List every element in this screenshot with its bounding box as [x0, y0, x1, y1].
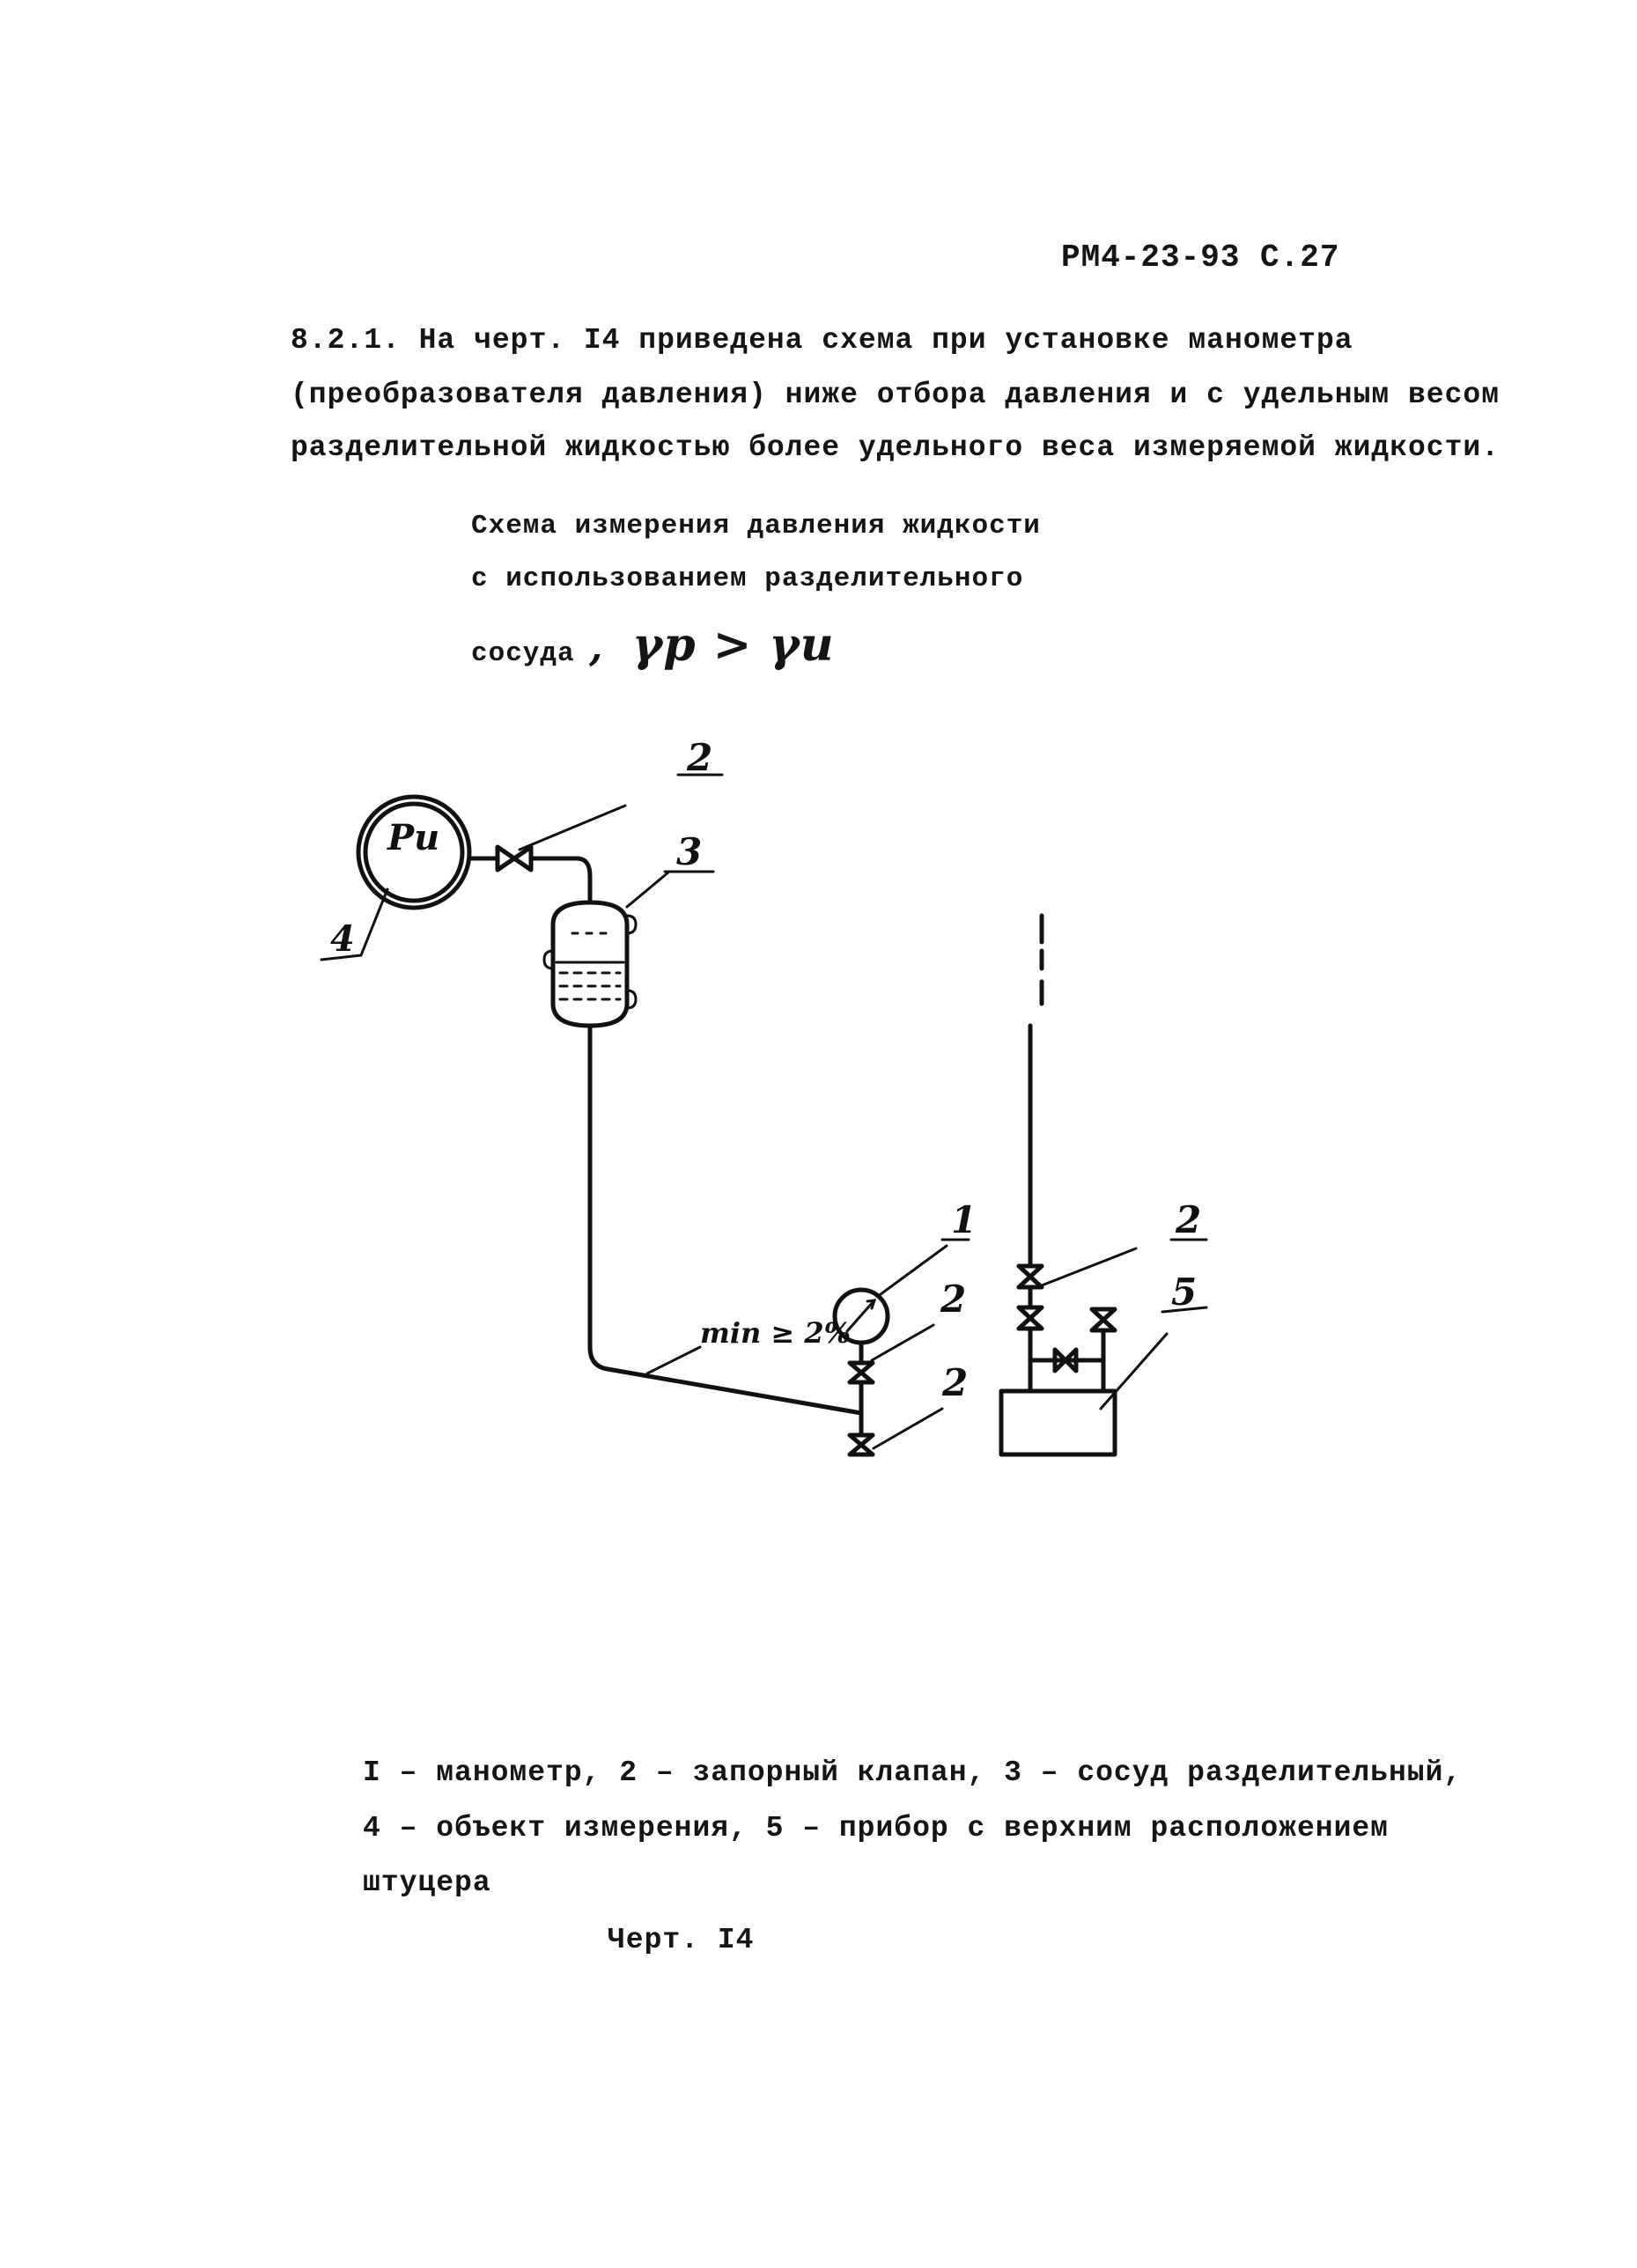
callout-2-mid: 2	[940, 1278, 967, 1321]
paragraph-line-2: (преобразователя давления) ниже отбора давления и с удельным весом	[291, 379, 1501, 411]
legend-line-3: штуцера	[363, 1867, 491, 1899]
valve-manometer	[850, 1363, 873, 1382]
callout-3: 3	[676, 830, 703, 873]
separating-vessel	[544, 902, 636, 1026]
paragraph-line-3: разделительной жидкостью более удельного веса измеряемой жидкости.	[291, 431, 1501, 464]
figure-label: Черт. I4	[608, 1924, 755, 1956]
callout-1: 1	[951, 1198, 977, 1241]
document-reference: РМ4-23-93 С.27	[1061, 239, 1340, 276]
callout-5: 5	[1171, 1270, 1198, 1314]
valve-lower	[850, 1435, 873, 1454]
impulse-pipe	[590, 1026, 861, 1435]
density-formula: γр > γи	[631, 618, 835, 672]
callout-4: 4	[330, 918, 355, 960]
caption-vessel-word: сосуда	[471, 638, 575, 669]
callout-2-top: 2	[687, 736, 713, 779]
callout-2-low: 2	[942, 1361, 969, 1404]
device-assembly	[1001, 916, 1115, 1454]
pipe-valve-vessel	[531, 858, 590, 902]
callout-2-right: 2	[1176, 1198, 1202, 1241]
caption-line-1: Схема измерения давления жидкости	[471, 511, 1041, 541]
legend-line-1: I – манометр, 2 – запорный клапан, 3 – сосуд разделительный,	[363, 1756, 1463, 1789]
caption-line-2: с использованием разделительного	[471, 563, 1024, 594]
caption-line-3: сосуда , γр > γи	[471, 618, 835, 672]
paragraph-line-1: 8.2.1. На черт. I4 приведена схема при установке манометра	[291, 324, 1353, 357]
gauge-pressure-label: Pи	[387, 817, 440, 858]
valve-top	[498, 847, 531, 870]
legend-line-2: 4 – объект измерения, 5 – прибор с верхним расположением	[363, 1812, 1389, 1845]
slope-label: min ≥ 2%	[700, 1316, 852, 1350]
measurement-object	[321, 797, 469, 960]
manometer	[835, 1290, 888, 1413]
